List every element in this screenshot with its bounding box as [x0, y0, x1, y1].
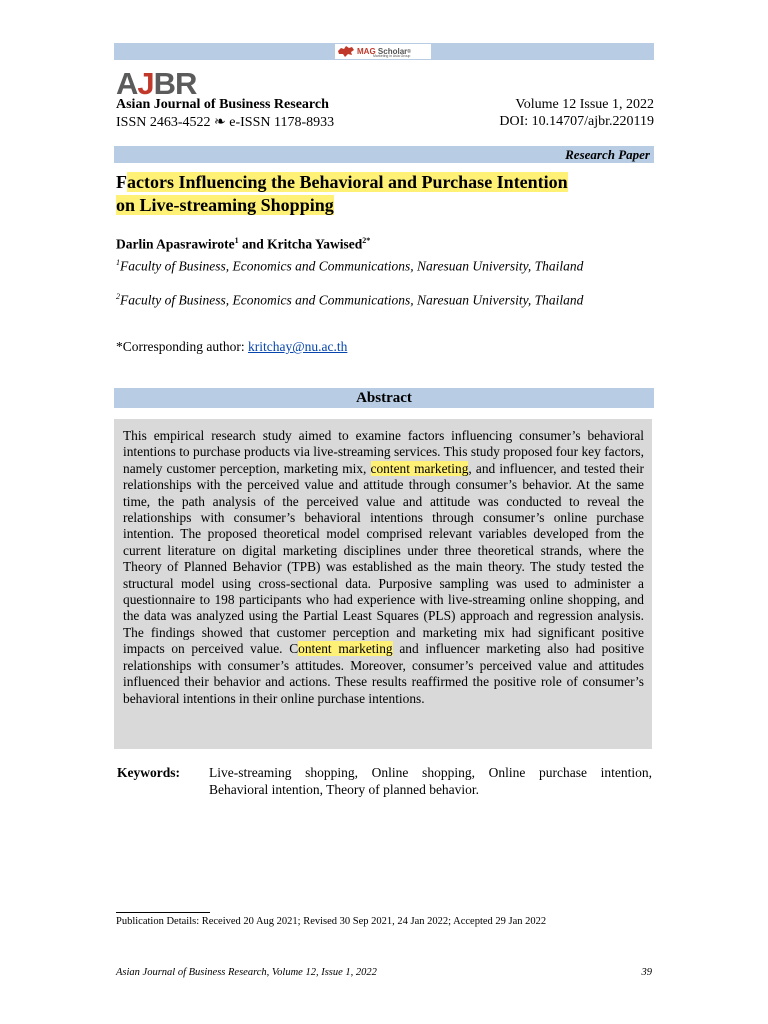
abstract-heading: Abstract [114, 388, 654, 408]
title-line-2: on Live-streaming Shopping [116, 195, 334, 215]
publisher-map-icon [337, 45, 355, 58]
title-lead: F [116, 172, 127, 192]
author-2: Kritcha Yawised [267, 236, 363, 252]
journal-name: Asian Journal of Business Research [116, 97, 329, 112]
affiliation-1: $^1$Faculty of Business, Economics and Communications, Naresuan University, Thailand [116, 258, 584, 274]
journal-logo: AJBR [116, 66, 197, 101]
issn: ISSN 2463-4522 [116, 115, 211, 130]
eissn: e-ISSN 1178-8933 [229, 115, 335, 130]
keywords-text: Live-streaming shopping, Online shopping, Online purchase intention, Behavioral intention, Theory of planned behavior. [209, 765, 652, 797]
affiliation-2: $^2$Faculty of Business, Economics and Communications, Naresuan University, Thailand [116, 292, 584, 308]
corresponding-author: *Corresponding author: kritchay@nu.ac.th [116, 339, 348, 354]
highlight-content-marketing-1: content marketing [370, 460, 469, 476]
doi: DOI: 10.14707/ajbr.220119 [499, 114, 654, 129]
publisher-tagline: Marketing in Asia Group [373, 54, 411, 58]
publisher-name: MAG Scholar® [357, 46, 411, 56]
authors: Darlin Apasrawirote$^1$ and Kritcha Yawised$^{2*}$ [116, 236, 371, 252]
author-1: Darlin Apasrawirote [116, 236, 235, 252]
title-line-1: actors Influencing the Behavioral and Purchase Intention [127, 172, 568, 192]
paper-title [116, 171, 656, 217]
publisher-logo [335, 44, 431, 59]
volume-issue: Volume 12 Issue 1, 2022 [515, 97, 654, 112]
keywords-label: Keywords: [117, 765, 180, 780]
page-number: 39 [641, 967, 652, 978]
ornament-icon: ❧ [214, 115, 226, 130]
issn-line [116, 114, 334, 131]
abstract-text: This empirical research study aimed to examine factors influencing consumer’s behavioral intentions to purchase products via live-streaming services. This study proposed four key factors, namely customer perception, marketing mix, content marketing, and influencer, and tested their relationships with the perceived value and attitude through consumer’s behavior. At the same time, the path analysis of the perceived value and attitude was conducted to reveal the relationships with consumer’s behavioral intentions through consumer’s online purchase intention. The proposed theoretical model comprised relevant variables developed from the current literature on digital marketing disciplines under three theoretical strands, where the Theory of Planned Behavior (TPB) was established as the main theory. The study tested the structural model using cross-sectional data. Purposive sampling was used to administer a questionnaire to 198 participants who had experience with live-streaming online shopping, and the data was analyzed using the Partial Least Squares (PLS) approach and regression analysis. The findings showed that customer perception and marketing mix had significant positive impacts on perceived value. Content marketing and influencer marketing also had positive relationships with consumer’s attitudes. Moreover, consumer’s perceived value and attitudes influenced their behavior and actions. These results reaffirmed the positive role of consumer’s behavioral intentions in their online purchase intentions. [123, 428, 645, 706]
author-email-link[interactable]: kritchay@nu.ac.th [247, 339, 348, 354]
highlight-content-marketing-2: ontent marketing [298, 641, 393, 657]
paper-type: Research Paper [565, 147, 650, 162]
footer-citation: Asian Journal of Business Research, Volume 12, Issue 1, 2022 [116, 967, 377, 978]
publication-details: Publication Details: Received 20 Aug 2021; Revised 30 Sep 2021, 24 Jan 2022; Accepted 29 Jan 2022 [116, 916, 547, 927]
footnote-rule [116, 912, 210, 913]
